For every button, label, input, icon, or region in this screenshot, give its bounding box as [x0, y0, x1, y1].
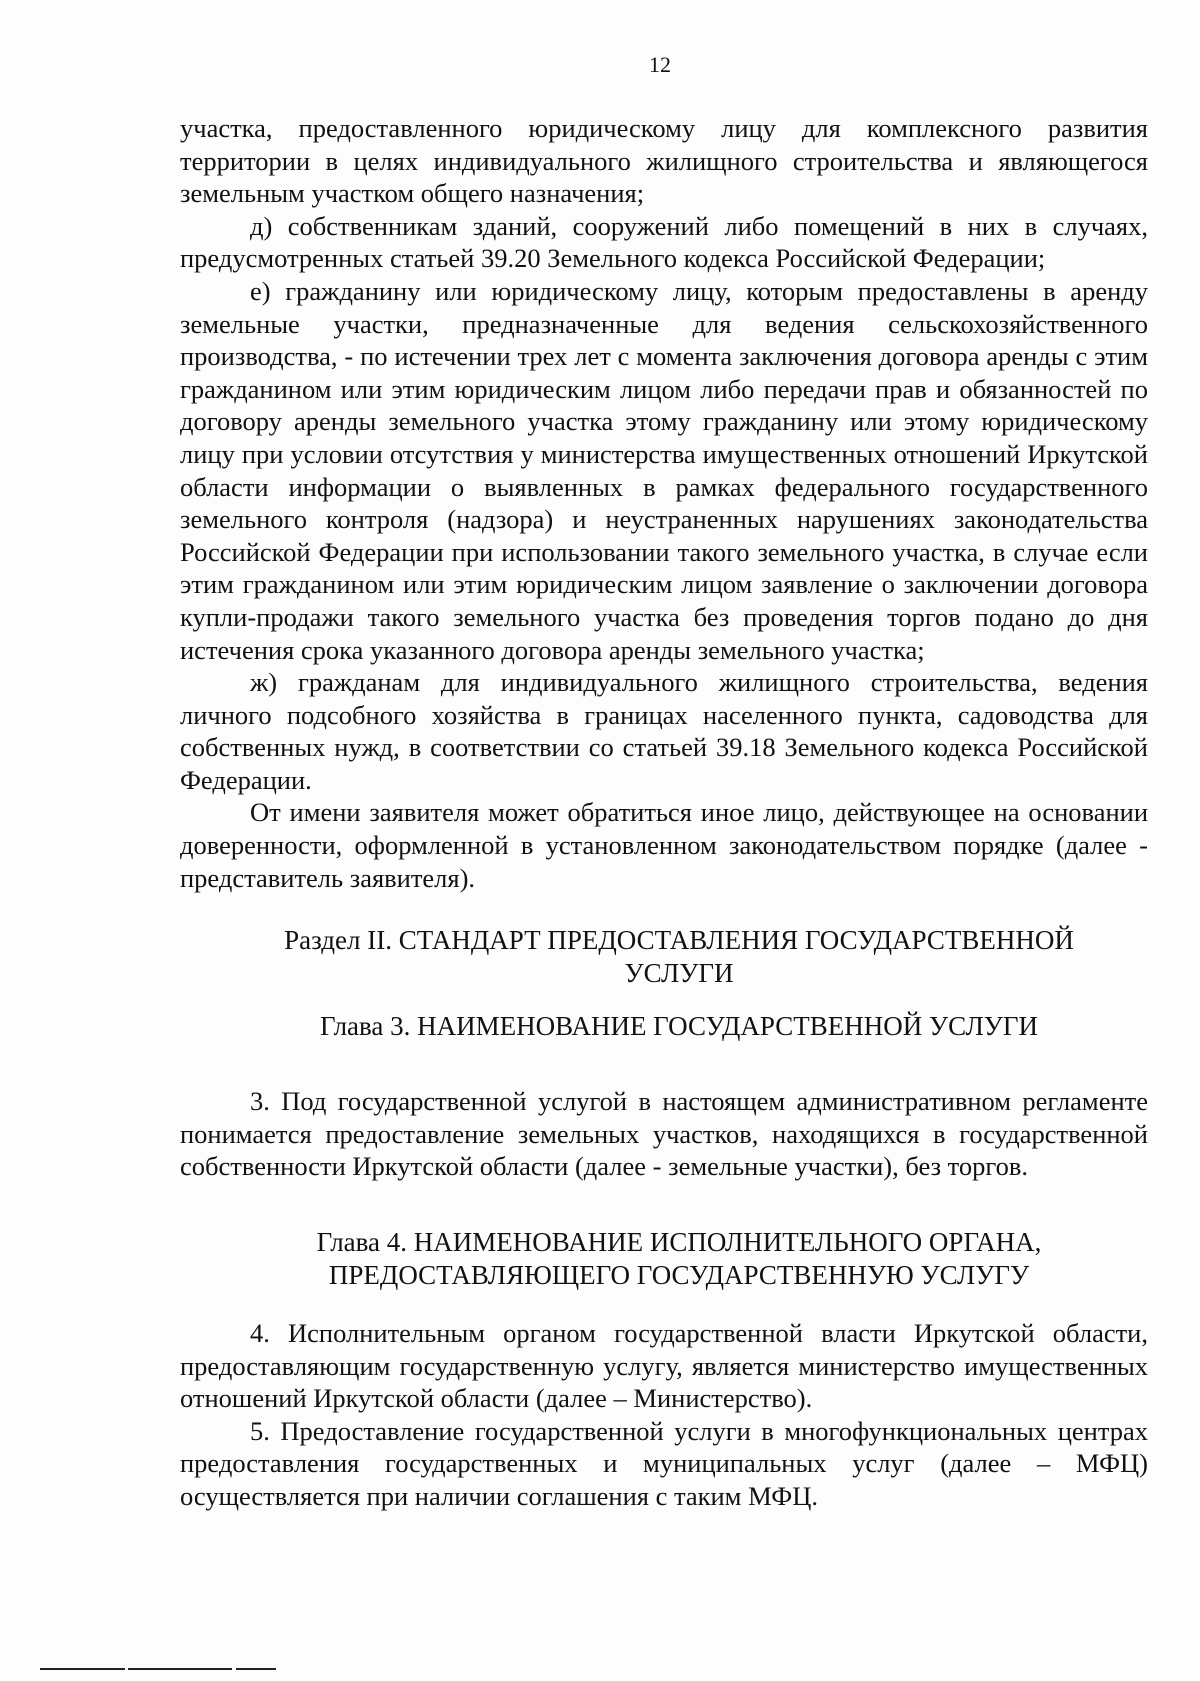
page-number: 12: [649, 52, 671, 77]
paragraph-4: 4. Исполнительным органом государственной власти Иркутской области, предоставляющим государственную услугу, является министерство имущественных отношений Иркутской области (далее – Министерство).: [180, 1318, 1148, 1414]
paragraph-5: 5. Предоставление государственной услуги в многофункциональных центрах предоставления государственных и муниципальных услуг (далее – МФЦ) осуществляется при наличии соглашения с таким МФЦ.: [180, 1415, 1148, 1511]
document-body: [180, 112, 1148, 1513]
chapter-4-heading: [180, 1226, 1148, 1292]
paragraph-item-zh: ж) гражданам для индивидуального жилищного строительства, ведения личного подсобного хозяйства в границах населенного пункта, садоводства для собственных нужд, в соответствии со статьей 39.18 Земельного кодекса Российской Федерации.: [180, 667, 1148, 795]
paragraph-continuation: участка, предоставленного юридическому лицу для комплексного развития территории в целях индивидуального жилищного строительства и являющегося земельным участком общего назначения;: [180, 113, 1148, 209]
paragraph-item-d: д) собственникам зданий, сооружений либо помещений в них в случаях, предусмотренных статьей 39.20 Земельного кодекса Российской Федерации;: [180, 210, 1148, 274]
section-heading: [180, 924, 1148, 990]
chapter-4-heading-line-1: Глава 4. НАИМЕНОВАНИЕ ИСПОЛНИТЕЛЬНОГО ОРГАНА,: [316, 1227, 1042, 1258]
footer-divider: [128, 1668, 232, 1670]
paragraph-item-e: е) гражданину или юридическому лицу, которым предоставлены в аренду земельные участки, предназначенные для ведения сельскохозяйственного производства, - по истечении трех лет с момента заключения договора аренды с этим гражданином или этим юридическим лицом либо передачи прав и обязанностей по договору аренды земельного участка этому гражданину или этому юридическому лицу при условии отсутствия у министерства имущественных отношений Иркутской области информации о выявленных в рамках федерального государственного земельного контроля (надзора) и неустраненных нарушениях законодательства Российской Федерации при использовании такого земельного участка, в случае если этим гражданином или этим юридическим лицом заявление о заключении договора купли-продажи такого земельного участка без проведения торгов подано до дня истечения срока указанного договора аренды земельного участка;: [180, 275, 1148, 665]
paragraph-3: 3. Под государственной услугой в настоящем административном регламенте понимается предоставление земельных участков, находящихся в государственной собственности Иркутской области (далее - земельные участки), без торгов.: [180, 1086, 1148, 1182]
paragraph-representative: От имени заявителя может обратиться иное лицо, действующее на основании доверенности, оформленной в установленном законодательством порядке (далее - представитель заявителя).: [180, 797, 1148, 893]
section-heading-line-1: Раздел II. СТАНДАРТ ПРЕДОСТАВЛЕНИЯ ГОСУДАРСТВЕННОЙ: [284, 925, 1074, 956]
footer-divider: [236, 1668, 276, 1670]
chapter-3-heading: Глава 3. НАИМЕНОВАНИЕ ГОСУДАРСТВЕННОЙ УСЛУГИ: [319, 1011, 1038, 1042]
chapter-4-heading-line-2: ПРЕДОСТАВЛЯЮЩЕГО ГОСУДАРСТВЕННУЮ УСЛУГУ: [328, 1260, 1030, 1291]
footer-divider: [40, 1668, 125, 1670]
section-heading-line-2: УСЛУГИ: [624, 958, 734, 989]
